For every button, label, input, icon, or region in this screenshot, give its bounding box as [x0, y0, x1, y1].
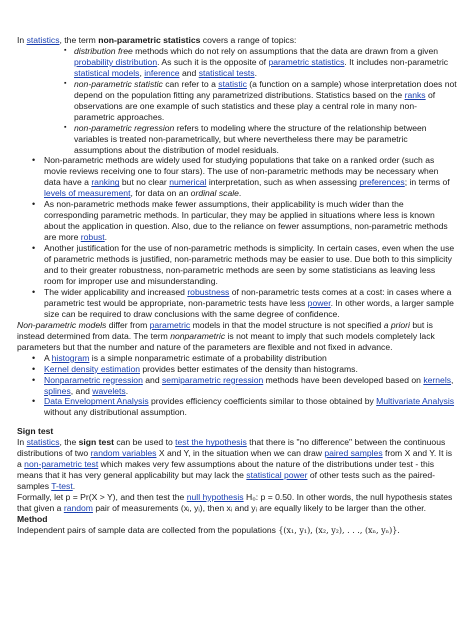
list-item-regression [17, 375, 457, 397]
heading-sign-test: Sign test [17, 426, 54, 437]
formula-pairs: {(x₁, y₁), (x₂, y₂), . . ., (xₙ, yₙ)}. [278, 525, 400, 535]
text: . It includes non-parametric [344, 56, 449, 67]
link-nonparametric-regression[interactable]: Nonparametric regression [44, 374, 143, 385]
list-item-ranked-order [17, 155, 457, 199]
text: methods which do not rely on assumptions that the data are drawn from a given [132, 45, 439, 56]
link-probability-distribution[interactable]: probability distribution [74, 56, 158, 67]
link-statistics[interactable]: statistics [26, 35, 60, 45]
text: interpretation, such as when assessing [206, 177, 360, 188]
link-kernels[interactable]: kernels [423, 374, 452, 385]
text: differ from [106, 319, 150, 330]
topics-list [17, 46, 457, 156]
link-splines[interactable]: splines [44, 385, 71, 396]
text: of non-parametric tests comes at a cost: in cases where a parametric test would be appropriate, non-parametric tests have less [44, 286, 452, 308]
text: that there is "no difference" between the continuous distributions of two [17, 437, 446, 459]
link-random-variables[interactable]: random variables [90, 448, 157, 459]
models-paragraph [17, 320, 457, 353]
text: can be used to [113, 437, 176, 448]
text: and [179, 67, 199, 78]
link-numerical[interactable]: numerical [169, 177, 207, 188]
reasons-list [17, 155, 457, 319]
list-item-dea [17, 396, 457, 418]
sign-test-paragraph [17, 437, 457, 492]
link-data-envelopment-analysis[interactable]: Data Envelopment Analysis [44, 396, 149, 407]
term-distribution-free: distribution free [74, 45, 133, 56]
link-histogram[interactable]: histogram [51, 352, 90, 363]
text: , for data on an [130, 188, 191, 199]
link-semiparametric-regression[interactable]: semiparametric regression [162, 374, 264, 385]
list-item-simplicity [17, 243, 457, 287]
link-preferences[interactable]: preferences [359, 177, 405, 188]
link-ranking[interactable]: ranking [91, 177, 120, 188]
link-levels-of-measurement[interactable]: levels of measurement [44, 188, 131, 199]
text: Non-parametric methods are widely used for studying populations that take on a ranked order (such as movie reviews receiving one to four stars). The use of non-parametric methods may be necessary when data have a [44, 155, 439, 188]
term-nonparametric-statistic: non-parametric statistic [74, 78, 163, 89]
link-inference[interactable]: inference [144, 67, 180, 78]
formal-paragraph [17, 492, 457, 514]
text: , the [59, 437, 79, 448]
link-random[interactable]: random [63, 503, 93, 514]
text: Independent pairs of sample data are collected from the populations [17, 524, 279, 535]
term-nonparametric: nonparametric [170, 330, 226, 341]
link-t-test[interactable]: T-test [51, 481, 73, 492]
term-nonparametric-regression: non-parametric regression [74, 122, 175, 133]
text: X and Y, in the situation when we can draw [156, 448, 325, 459]
text: . In other words, a larger sample size can be required to draw conclusions with the same degree of confidence. [44, 297, 454, 319]
term-nonparametric-statistics: non-parametric statistics [98, 35, 201, 45]
text: . [72, 481, 76, 492]
text: but no clear [119, 177, 170, 188]
text: of other tests such as the paired-samples [17, 470, 435, 492]
link-ranks[interactable]: ranks [404, 89, 426, 100]
link-statistical-tests[interactable]: statistical tests [198, 67, 255, 78]
term-sign-test: sign test [78, 437, 114, 448]
text: Another justification for the use of non-parametric methods is simplicity. In certain cases, even when the use of parametric methods is justified, non-parametric methods may be easier to use. Due both to this simplicity and to their greater robustness, non-parametric methods are seen by some statisticians as leaving less room for improper use and misunderstanding. [44, 243, 455, 286]
text: . [238, 188, 242, 199]
text: refers to modeling where the structure of the relationship between variables is treated non-parametrically, but where nevertheless there may be parametric assumptions about the distribution of model residuals. [74, 122, 427, 155]
intro-paragraph [17, 35, 457, 46]
term-a-priori: a priori [383, 319, 410, 330]
text: . [254, 67, 257, 78]
link-statistic[interactable]: statistic [218, 78, 247, 89]
text: The wider applicability and increased [44, 286, 188, 297]
text: without any distributional assumption. [44, 407, 187, 418]
text: . [125, 385, 129, 396]
text: which makes very few assumptions about the nature of the distributions under test - this means that it has very general applicability but may lack the [17, 459, 435, 481]
text: methods have been developed based on [263, 374, 424, 385]
link-statistics-2[interactable]: statistics [26, 437, 60, 448]
term-nonparametric-models: Non-parametric models [17, 319, 107, 330]
text: , the term [59, 35, 99, 45]
link-robust[interactable]: robust [80, 232, 105, 243]
text: provides efficiency coefficients similar to those obtained by [148, 396, 377, 407]
link-multivariate-analysis[interactable]: Multivariate Analysis [376, 396, 455, 407]
list-item-power-cost [17, 287, 457, 320]
text: provides better estimates of the density than histograms. [140, 363, 358, 374]
text: and [142, 374, 162, 385]
list-item-fewer-assumptions [17, 199, 457, 243]
link-test-the-hypothesis[interactable]: test the hypothesis [175, 437, 247, 448]
text: , [139, 67, 145, 78]
link-non-parametric-test[interactable]: non-parametric test [24, 459, 99, 470]
text: In [17, 35, 27, 45]
text: ; in terms of [404, 177, 450, 188]
list-item-distribution-free [17, 46, 457, 79]
link-parametric-statistics[interactable]: parametric statistics [268, 56, 345, 67]
text: A [44, 352, 52, 363]
text: from X and Y. It is a [17, 448, 453, 470]
link-wavelets[interactable]: wavelets [92, 385, 126, 396]
list-item-kde [17, 364, 457, 375]
link-statistical-power[interactable]: statistical power [246, 470, 308, 481]
link-power[interactable]: power [307, 297, 331, 308]
text: covers a range of topics: [200, 35, 297, 45]
text: , and [70, 385, 93, 396]
term-ordinal-scale: ordinal scale [190, 188, 239, 199]
text: models in that the model structure is not specified [190, 319, 384, 330]
text: (a function on a sample) whose interpretation does not depend on the population fitting any parametrized distributions. Statistics based on the [74, 78, 457, 100]
text: but is instead determined from data. The term [17, 319, 433, 341]
list-item-nonparametric-statistic [17, 79, 457, 123]
text: of observations are one example of such statistics and these play a central role in many non-parametric approaches. [74, 89, 436, 122]
text: Formally, let p = Pr(X > Y), and then test the [17, 492, 187, 503]
link-paired-samples[interactable]: paired samples [324, 448, 383, 459]
text: , [451, 374, 454, 385]
text: pair of measurements (xᵢ, yᵢ), then xᵢ and yᵢ are equally likely to be larger than the other. [92, 503, 427, 514]
text: . As such it is the opposite of [157, 56, 269, 67]
text: can refer to a [162, 78, 219, 89]
text: . [104, 232, 108, 243]
text: As non-parametric methods make fewer assumptions, their applicability is much wider than the corresponding parametric methods. In particular, they may be applied in situations where less is known about the application in question. Also, due to the reliance on fewer assumptions, non-parametric methods are more [44, 199, 448, 243]
models-list [17, 353, 457, 419]
link-robustness[interactable]: robustness [187, 286, 230, 297]
list-item-histogram [17, 353, 457, 364]
link-statistical-models[interactable]: statistical models [74, 67, 140, 78]
method-paragraph [17, 525, 457, 537]
link-kernel-density-estimation[interactable]: Kernel density estimation [44, 363, 141, 374]
link-parametric[interactable]: parametric [149, 319, 191, 330]
text: is a simple nonparametric estimate of a probability distribution [89, 352, 327, 363]
text: is not meant to imply that such models completely lack parameters but that the number and nature of the parameters are flexible and not fixed in advance. [17, 330, 435, 352]
link-null-hypothesis[interactable]: null hypothesis [186, 492, 244, 503]
heading-method: Method [17, 513, 48, 524]
text: H₀: p = 0.50. In other words, the null hypothesis states that given a [17, 492, 453, 514]
article-page [17, 35, 457, 537]
text: In [17, 437, 27, 448]
list-item-nonparametric-regression [17, 123, 457, 156]
